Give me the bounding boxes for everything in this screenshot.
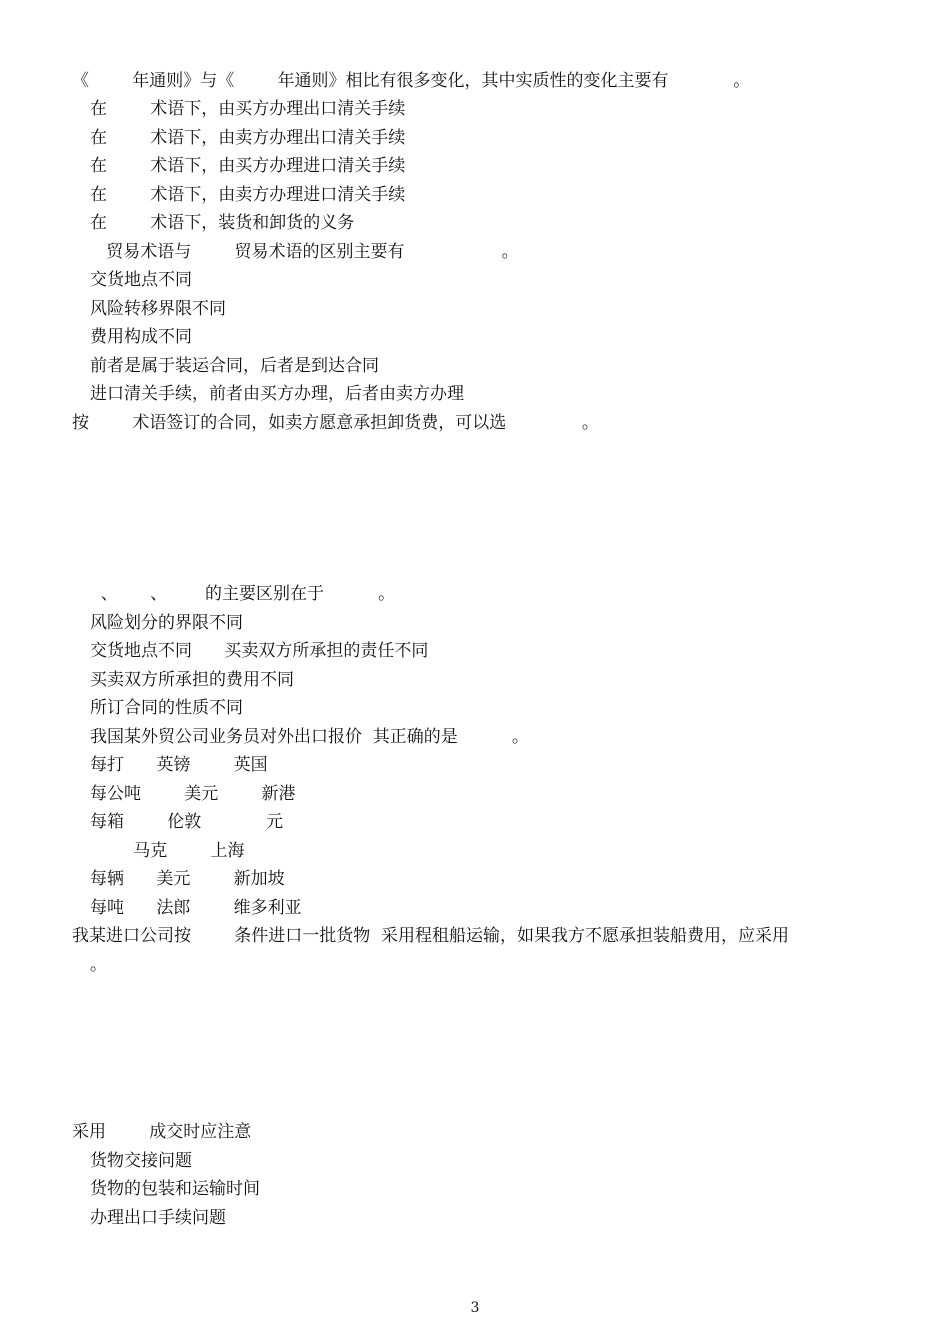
question-2-stem: 贸易术语与 贸易术语的区别主要有 。 (90, 242, 519, 262)
question-4-option: 买卖双方所承担的费用不同 (90, 670, 294, 690)
question-1-option: 在 术语下，由买方办理进口清关手续 (90, 156, 406, 176)
question-5-option: 每箱 伦敦 元 (90, 812, 284, 832)
question-5-option: 每辆 美元 新加坡 (90, 869, 285, 889)
question-7-option: 货物的包装和运输时间 (90, 1179, 260, 1199)
question-1-option: 在 术语下，由买方办理出口清关手续 (90, 99, 406, 119)
question-7-option: 办理出口手续问题 (90, 1208, 226, 1228)
question-6-stem-end: 。 (90, 955, 107, 975)
question-3-stem: 按 术语签订的合同，如卖方愿意承担卸货费，可以选 。 (72, 413, 599, 433)
question-1-option: 在 术语下，由卖方办理出口清关手续 (90, 128, 406, 148)
question-2-option: 进口清关手续，前者由买方办理，后者由卖方办理 (90, 384, 464, 404)
question-1-option: 在 术语下，由卖方办理进口清关手续 (90, 185, 406, 205)
page-number: 3 (470, 1300, 480, 1316)
question-4-option: 交货地点不同 买卖双方所承担的责任不同 (90, 641, 429, 661)
question-7-option: 货物交接问题 (90, 1151, 192, 1171)
question-2-option: 费用构成不同 (90, 327, 192, 347)
question-5-option: 每公吨 美元 新港 (90, 784, 296, 804)
question-2-option: 交货地点不同 (90, 270, 192, 290)
question-6-stem: 我某进口公司按 条件进口一批货物 采用程租船运输，如果我方不愿承担装船费用，应采用 (72, 926, 790, 946)
question-5-option: 每吨 法郎 维多利亚 (90, 898, 302, 918)
question-4-stem: 、 、 的主要区别在于 。 (90, 584, 396, 604)
question-5-option: 马克 上海 (90, 841, 245, 861)
question-2-option: 前者是属于装运合同，后者是到达合同 (90, 356, 379, 376)
question-4-option: 风险划分的界限不同 (90, 613, 243, 633)
question-2-option: 风险转移界限不同 (90, 299, 226, 319)
question-5-option: 每打 英镑 英国 (90, 755, 268, 775)
question-1-stem: 《 年通则》与《 年通则》相比有很多变化，其中实质性的变化主要有 。 (72, 71, 751, 91)
question-5-stem: 我国某外贸公司业务员对外出口报价 其正确的是 。 (90, 727, 529, 747)
question-4-option: 所订合同的性质不同 (90, 698, 243, 718)
question-1-option: 在 术语下，装货和卸货的义务 (90, 213, 355, 233)
question-7-stem: 采用 成交时应注意 (72, 1122, 252, 1142)
